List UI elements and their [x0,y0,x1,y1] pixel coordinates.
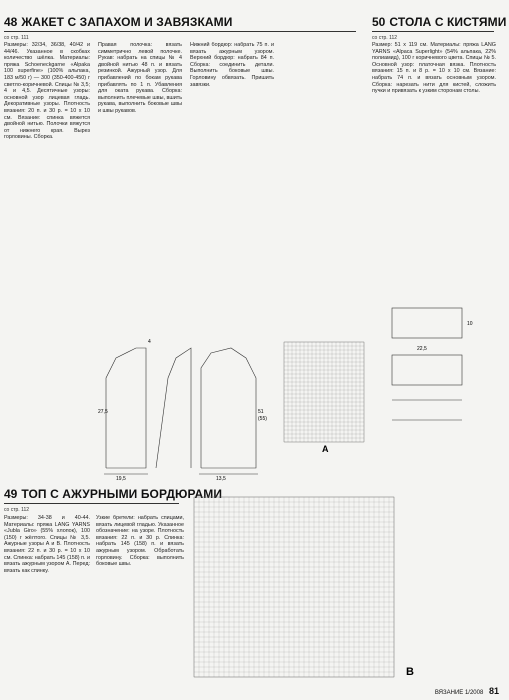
text-column-5: Размеры: 34-38 и 40-44. Материалы: пряжа LANG YARNS «Jubla Giro» (55% хлопок), 100 (150) г жёлтого. Спицы № 3,5. Ажурные узоры А и В. Плотность вязания: 22 п. и 30 р. = 10 х 10 см. Спинка: набрать 145 (158) п. и вязать ажурным узором А. Перед: вязать как спинку. [4,515,90,574]
pattern-a-label: A [322,444,329,454]
text-column-4: Размер: 51 х 119 см. Материалы: пряжа LANG YARNS «Alpaca Superlight» (54% альпака, 22% полиамид), 100 г коричневого цвета. Спицы № 5. Основной узор: платочная вязка. Плотность вязания: 15 п. и 8 р. = 10 х 10 см. Вязание: набрать 74 п. и вязать основным узором. Сборка: нарезать нити для кистей, сложить пучки и привязать к узким сторонам столы. [372,42,496,95]
schema-label-3: 27,5 [98,409,108,415]
text-column-3: Нижний бордюр: набрать 75 п. и вязать ажурным узором. Верхний бордюр: набрать 84 п. Сборка: соединить детали. Выполнить боковые швы. Горловину обвязать. Пришить завязки. [190,42,274,88]
section-49-header [4,486,222,502]
jacket-schema-drawing [96,318,271,483]
text-column-2: Правая полочка: вязать симметрично левой полочке. Рукав: набрать на спицы № 4 двойной нитью 48 п. и вязать резинкой. Ажурный узор. Для прибавлений по бокам рукава прибавлять по 1 п. Убавления для оката рукава. Сборка: выполнить плечевые швы, вшить рукава, выполнить боковые швы и швы рукавов. [98,42,182,114]
page-number: 81 [488,686,499,696]
text-column-1: Размеры: 32/34, 36/38, 40/42 и 44/46. Указанное в скобках количество шёлка. Материалы: пряжа Schoeneckgarne «Alpaka 100 superfine» (100% альпака, 183 м/50 г) — 300 (350-400-450) г светло-коричневой. Спицы № 3,5; 4 и 4,5. Десятичные узоры: основной узор лицевая гладь. Декоративные узоры. Плотность вязания: 20 п. и 30 р. = 10 х 10 см. Вязание: спинка вяжется двойной нитью. Полочки вяжутся от нижнего края. Вырез горловины. Сборка. [4,42,90,141]
section-49-title: ТОП С АЖУРНЫМИ БОРДЮРАМИ [21,487,223,501]
pattern-chart-b [192,495,402,685]
pattern-b-marker [404,660,424,680]
schema-label-5: 51 [258,409,264,415]
section-48-page-ref: со стр. 111 [4,35,29,41]
section-48-number: 48 [4,15,18,29]
scarf-schema-drawing [372,300,496,450]
section-49-rule [4,503,179,504]
schema-label-8: 10 [467,321,473,327]
section-48-rule [4,31,356,32]
section-48-header [4,14,233,30]
schema-label-7: 22,5 [417,346,427,352]
schema-label-4: 4 [148,339,151,345]
section-50-rule [372,31,494,32]
section-50-header [372,14,506,30]
schema-label-1: 19,5 [116,476,126,482]
section-48-title: ЖАКЕТ С ЗАПАХОМ И ЗАВЯЗКАМИ [21,15,233,29]
section-50-page-ref: со стр. 112 [372,35,398,41]
section-50-number: 50 [372,15,386,29]
section-49-page-ref: со стр. 112 [4,507,30,513]
page-footer [435,686,499,696]
section-49-number: 49 [4,487,18,501]
pattern-b-label: B [406,666,414,678]
section-50-title: СТОЛА С КИСТЯМИ [389,15,507,29]
text-column-6: Узкие бретели: набрать спицами, вязать лицевой гладью. Указанное обозначение: на узоре. Плотность вязания: 22 п. и 30 р. Спинка: набрать 145 (158) п. и вязать ажурным узором. Обработать горловину. Сборка: выполнить боковые швы. [96,515,184,568]
pattern-chart-a [282,340,368,455]
schema-label-6: (55) [258,416,267,422]
schema-label-2: 13,5 [216,476,226,482]
footer-magazine: ВЯЗАНИЕ 1/2008 [434,690,484,696]
